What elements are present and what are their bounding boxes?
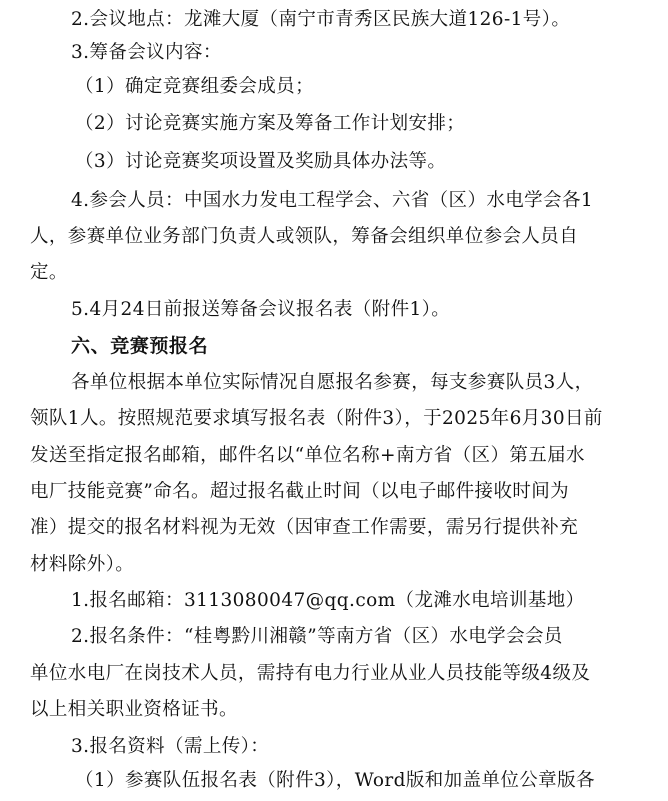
paragraph-line-6: 材料除外）。	[30, 554, 135, 575]
paragraph-line-1: 各单位根据本单位实际情况自愿报名参赛，每支参赛队员3人，	[71, 372, 594, 393]
meeting-location-line: 2.会议地点：龙滩大厦（南宁市青秀区民族大道126-1号）。	[71, 9, 571, 30]
paragraph-line-2: 领队1人。按照规范要求填写报名表（附件3），于2025年6月30日前	[30, 408, 603, 429]
attendees-line-1: 4.参会人员：中国水力发电工程学会、六省（区）水电学会各1	[71, 190, 594, 211]
registration-materials-item-1: （1）参赛队伍报名表（附件3），Word版和加盖单位公章版各	[75, 770, 595, 791]
content-item-1: （1）确定竞赛组委会成员；	[75, 76, 314, 97]
registration-conditions-line-2: 单位水电厂在岗技术人员，需持有电力行业从业人员技能等级4级及	[30, 663, 591, 684]
meeting-content-heading: 3.筹备会议内容：	[71, 42, 222, 63]
registration-conditions-line-3: 以上相关职业资格证书。	[30, 699, 238, 720]
paragraph-line-4: 电厂技能竞赛”命名。超过报名截止时间（以电子邮件接收时间为	[30, 481, 570, 502]
content-item-3: （3）讨论竞赛奖项设置及奖励具体办法等。	[75, 151, 447, 172]
content-item-2: （2）讨论竞赛实施方案及筹备工作计划安排；	[75, 113, 466, 134]
paragraph-line-3: 发送至指定报名邮箱，邮件名以“单位名称+南方省（区）第五届水	[30, 445, 585, 466]
registration-conditions-line-1: 2.报名条件：“桂粤黔川湘赣”等南方省（区）水电学会会员	[71, 626, 563, 647]
attendees-line-2: 人，参赛单位业务部门负责人或领队，筹备会组织单位参会人员自	[30, 226, 579, 247]
section-heading-pre-registration: 六、竞赛预报名	[71, 335, 209, 357]
registration-email-line: 1.报名邮箱：3113080047@qq.com（龙滩水电培训基地）	[71, 590, 585, 611]
registration-deadline-line: 5.4月24日前报送筹备会议报名表（附件1）。	[71, 299, 451, 320]
paragraph-line-5: 准）提交的报名材料视为无效（因审查工作需要，需另行提供补充	[30, 517, 579, 538]
registration-materials-heading: 3.报名资料（需上传）：	[71, 736, 270, 757]
attendees-line-3: 定。	[30, 262, 68, 283]
